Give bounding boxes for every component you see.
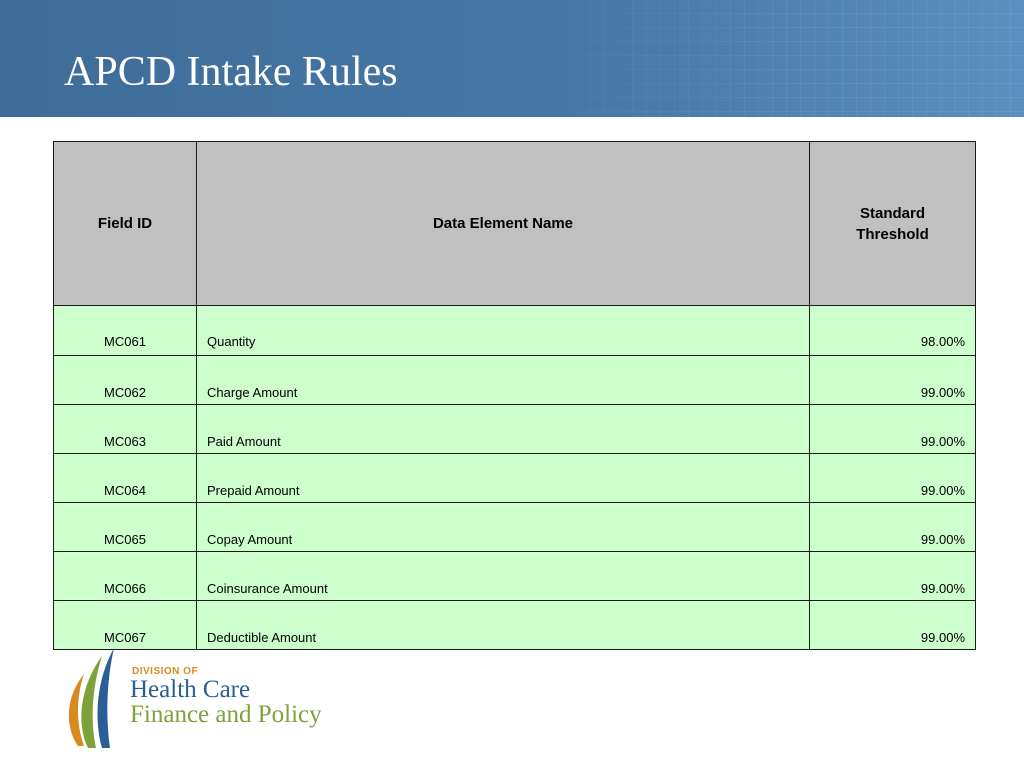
cell-data-element-name: Prepaid Amount — [197, 454, 810, 503]
header-field-id: Field ID — [54, 142, 197, 306]
header-standard-threshold: Standard Threshold — [810, 142, 976, 306]
cell-field-id: MC066 — [54, 552, 197, 601]
cell-data-element-name: Quantity — [197, 306, 810, 356]
cell-field-id: MC064 — [54, 454, 197, 503]
cell-field-id: MC062 — [54, 356, 197, 405]
table-row — [54, 405, 976, 454]
table-row — [54, 503, 976, 552]
cell-standard-threshold: 99.00% — [810, 356, 976, 405]
cell-data-element-name: Charge Amount — [197, 356, 810, 405]
logo-swoosh-icon — [62, 646, 122, 750]
slide-title: APCD Intake Rules — [64, 49, 398, 95]
cell-data-element-name: Paid Amount — [197, 405, 810, 454]
cell-field-id: MC061 — [54, 306, 197, 356]
cell-data-element-name: Copay Amount — [197, 503, 810, 552]
logo-finance-policy-text: Finance and Policy — [130, 701, 322, 728]
table-row — [54, 356, 976, 405]
cell-field-id: MC065 — [54, 503, 197, 552]
table-header-row — [54, 142, 976, 306]
cell-standard-threshold: 99.00% — [810, 552, 976, 601]
table-row — [54, 306, 976, 356]
intake-rules-table — [53, 141, 976, 650]
header-grid-pattern — [464, 0, 1024, 117]
table-row — [54, 552, 976, 601]
cell-standard-threshold: 99.00% — [810, 454, 976, 503]
logo-division-text: DIVISION OF — [132, 666, 199, 677]
header-data-element-name: Data Element Name — [197, 142, 810, 306]
cell-standard-threshold: 99.00% — [810, 405, 976, 454]
logo-health-care-text: Health Care — [130, 676, 251, 703]
cell-standard-threshold: 99.00% — [810, 503, 976, 552]
table-row — [54, 454, 976, 503]
cell-standard-threshold: 98.00% — [810, 306, 976, 356]
dhcfp-logo — [62, 646, 342, 750]
cell-field-id: MC063 — [54, 405, 197, 454]
cell-data-element-name: Deductible Amount — [197, 601, 810, 650]
slide-header — [0, 0, 1024, 117]
table-row — [54, 601, 976, 650]
cell-standard-threshold: 99.00% — [810, 601, 976, 650]
cell-field-id: MC067 — [54, 601, 197, 650]
cell-data-element-name: Coinsurance Amount — [197, 552, 810, 601]
